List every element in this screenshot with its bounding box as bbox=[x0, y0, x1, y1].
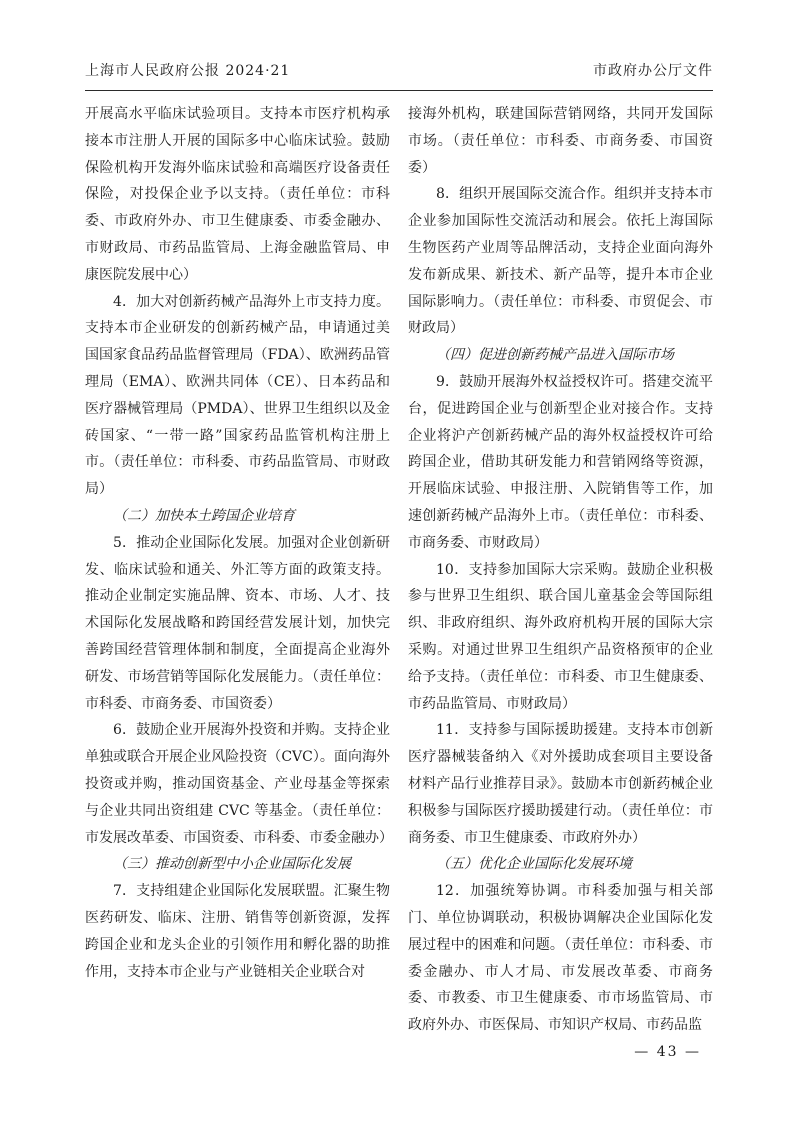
section-heading-4: （四）促进创新药械产品进入国际市场 bbox=[436, 347, 674, 364]
section-heading-2: （二）加快本土跨国企业培育 bbox=[113, 507, 295, 524]
paragraph-item-7: 7．支持组建企业国际化发展联盟。汇聚生物医药研发、临床、注册、销售等创新资源，发挥跨国企业和龙头企业的引领作用和孵化器的助推作用，支持本市企业与产业链相关企业联合对 bbox=[85, 883, 390, 980]
paragraph-continuation: 接海外机构，联建国际营销网络，共同开发国际市场。（责任单位：市科委、市商务委、市国资委） bbox=[408, 106, 713, 176]
paragraph-item-8: 8．组织开展国际交流合作。组织并支持本市企业参加国际性交流活动和展会。依托上海国际生物医药产业周等品牌活动，支持企业面向海外发布新成果、新技术、新产品等，提升本市企业国际影响力。（责任单位：市科委、市贸促会、市财政局） bbox=[408, 186, 713, 337]
right-column bbox=[408, 101, 713, 1066]
paragraph-item-5: 5．推动企业国际化发展。加强对企业创新研发、临床试验和通关、外汇等方面的政策支持。推动企业制定实施品牌、资本、市场、人才、技术国际化发展战略和跨国经营发展计划，加快完善跨国经营管理体制和制度，全面提高企业海外研发、市场营销等国际化发展能力。（责任单位：市科委、市商务委、市国资委） bbox=[85, 534, 390, 712]
section-heading-3: （三）推动创新型中小企业国际化发展 bbox=[113, 856, 351, 873]
page-number: — 43 — bbox=[634, 1043, 701, 1060]
paragraph-continuation: 开展高水平临床试验项目。支持本市医疗机构承接本市注册人开展的国际多中心临床试验。鼓励保险机构开发海外临床试验和高端医疗设备责任保险，对投保企业予以支持。（责任单位：市科委、市政府外办、市卫生健康委、市委金融办、市财政局、市药品监管局、上海金融监管局、申康医院发展中心） bbox=[85, 106, 390, 283]
document-body bbox=[85, 101, 713, 1066]
paragraph-item-11: 11．支持参与国际援助援建。支持本市创新医疗器械装备纳入《对外援助成套项目主要设备材料产品行业推荐目录》。鼓励本市创新药械企业积极参与国际医疗援助援建行动。（责任单位：市商务委、市卫生健康委、市政府外办） bbox=[408, 722, 713, 846]
paragraph-item-10: 10．支持参加国际大宗采购。鼓励企业积极参与世界卫生组织、联合国儿童基金会等国际组织、非政府组织、海外政府机构开展的国际大宗采购。对通过世界卫生组织产品资格预审的企业给予支持。（责任单位：市科委、市卫生健康委、市药品监管局、市财政局） bbox=[408, 561, 713, 712]
page-header bbox=[85, 60, 713, 80]
header-section-label: 市政府办公厅文件 bbox=[593, 63, 713, 79]
paragraph-item-6: 6．鼓励企业开展海外投资和并购。支持企业单独或联合开展企业风险投资（CVC）。面向海外投资或并购，推动国资基金、产业母基金等探索与企业共同出资组建 CVC 等基金。（责任单位：市发展改革委、市国资委、市科委、市委金融办） bbox=[85, 722, 393, 846]
section-heading-5: （五）优化企业国际化发展环境 bbox=[436, 856, 632, 873]
paragraph-item-12: 12．加强统筹协调。市科委加强与相关部门、单位协调联动，积极协调解决企业国际化发展过程中的困难和问题。（责任单位：市科委、市委金融办、市人才局、市发展改革委、市商务委、市教委、市卫生健康委、市市场监管局、市政府外办、市医保局、市知识产权局、市药品监 bbox=[408, 883, 713, 1034]
left-column bbox=[85, 101, 393, 1066]
header-rule bbox=[85, 90, 713, 91]
header-gazette-title: 上海市人民政府公报 2024·21 bbox=[85, 63, 291, 79]
paragraph-item-4: 4．加大对创新药械产品海外上市支持力度。支持本市企业研发的创新药械产品，申请通过美国国家食品药品监督管理局（FDA）、欧洲药品管理局（EMA）、欧洲共同体（CE）、日本药品和医疗器械管理局（PMDA）、世界卫生组织以及金砖国家、“一带一路”国家药品监管机构注册上市。（责任单位：市科委、市药品监管局、市财政局） bbox=[85, 293, 390, 498]
paragraph-item-9: 9．鼓励开展海外权益授权许可。搭建交流平台，促进跨国企业与创新型企业对接合作。支持企业将沪产创新药械产品的海外权益授权许可给跨国企业，借助其研发能力和营销网络等资源，开展临床试验、申报注册、入院销售等工作，加速创新药械产品海外上市。（责任单位：市科委、市商务委、市财政局） bbox=[408, 373, 713, 551]
